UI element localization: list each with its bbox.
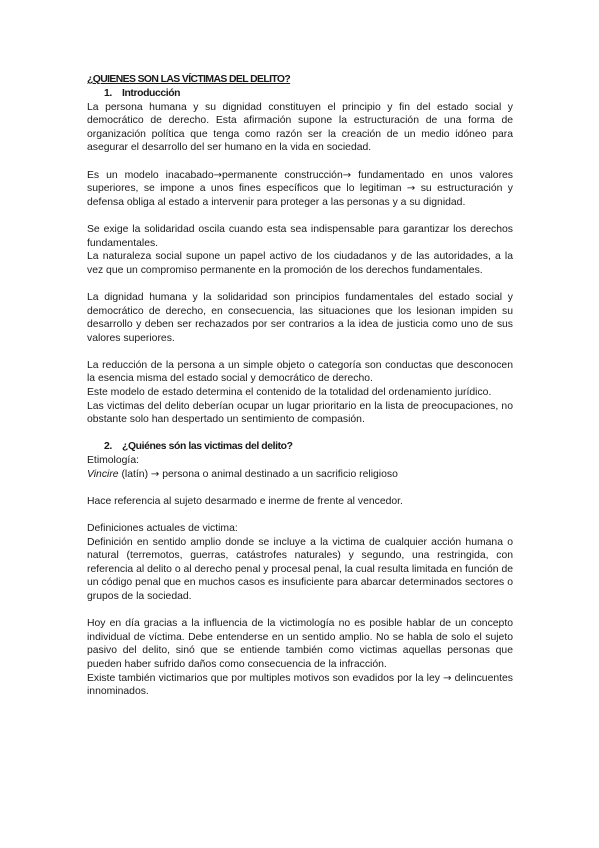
document-body xyxy=(87,73,513,699)
paragraph-state-model: Este modelo de estado determina el contenido de la totalidad del ordenamiento jurídico. xyxy=(87,387,492,399)
etymology-word: Vincire xyxy=(87,468,119,480)
definitions-label: Definiciones actuales de victima: xyxy=(87,523,238,534)
section-1-number: 1. xyxy=(104,88,112,99)
right-arrow-icon: → xyxy=(150,468,160,480)
paragraph-dignity: La persona humana y su dignidad constituyen el principio y fin del estado social y democrático de derecho. Esta afirmación supone la estructuración de una forma de organización política que tenga como razón ser la creación de un medio idóneo para asegurar el desarrollo del ser humano en la vida en sociedad. xyxy=(87,101,513,154)
right-arrow-icon: → xyxy=(342,169,352,181)
section-2-title: ¿Quiénes són las victimas del delito? xyxy=(122,441,293,453)
etymology-origin: (latín) xyxy=(118,468,151,480)
paragraph-model xyxy=(87,169,513,210)
paragraph-reference: Hace referencia al sujeto desarmado e inerme de frente al vencedor. xyxy=(87,495,403,507)
right-arrow-icon: → xyxy=(406,183,416,195)
paragraph-definitions: Definición en sentido amplio donde se incluye a la victima de cualquier acción humana o natural (terremotos, guerras, catástrofes naturales) y segundo, una restringida, con referencia al delito o al derecho penal y procesal penal, la cual resulta limitada en función de un código penal que en muchos casos es insuficiente para abarcar determinados sectores o grupos de la sociedad. xyxy=(87,536,513,602)
model-text-2: permanente construcción xyxy=(222,169,343,181)
document-title: ¿QUIENES SON LAS VÍCTIMAS DEL DELITO? xyxy=(87,74,291,85)
victimarios-end: delincuentes innominados. xyxy=(87,672,513,698)
paragraph-principles: La dignidad humana y la solidaridad son principios fundamentales del estado social y democrático de derecho, en consecuencia, las situaciones que los lesionan impiden su desarrollo y deben ser rechazados por ser contrarios a la idea de justicia como uno de sus valores superiores. xyxy=(87,291,513,344)
model-text-1: Es un modelo inacabado xyxy=(87,169,214,181)
etymology-line xyxy=(87,468,513,482)
section-1-title: Introducción xyxy=(122,88,181,99)
paragraph-victimarios xyxy=(87,672,513,699)
section-1-heading xyxy=(87,87,513,101)
section-2-heading xyxy=(87,440,513,454)
paragraph-social-nature: La naturaleza social supone un papel activo de los ciudadanos y de las autoridades, a la vez que un compromiso permanente en la promoción de los derechos fundamentales. xyxy=(87,251,513,276)
paragraph-victims-priority: Las victimas del delito deberían ocupar un lugar prioritario en la lista de preocupaciones, no obstante solo han despertado un sentimiento de compasión. xyxy=(87,400,513,426)
victimarios-text: Existe también victimarios que por multiples motivos son evadidos por la ley xyxy=(87,672,444,684)
model-text-4: su estructuración y defensa obliga al estado a intervenir para proteger a las personas y a su dignidad. xyxy=(87,183,513,208)
paragraph-reduction: La reducción de la persona a un simple objeto o categoría son conductas que desconocen la esencia misma del estado social y democrático de derecho. xyxy=(87,359,513,385)
etymology-meaning: persona o animal destinado a un sacrificio religioso xyxy=(159,468,398,480)
etymology-label: Etimología: xyxy=(87,455,139,467)
section-2-number: 2. xyxy=(104,441,112,453)
right-arrow-icon: → xyxy=(213,169,222,181)
paragraph-solidarity: Se exige la solidaridad oscila cuando esta sea indispensable para garantizar los derechos fundamentales. xyxy=(87,223,513,249)
paragraph-victimology: Hoy en día gracias a la influencia de la victimología no es posible hablar de un concepto individual de víctima. Debe entenderse en un sentido amplio. No se habla de solo el sujeto pasivo del delito, sinó que se entiende también como victimas aquellas personas que pueden haber sufrido daños como consecuencia de la infracción. xyxy=(87,618,513,670)
model-text-3: fundamentado en unos valores superiores, se impone a unos fines específicos que lo legitiman xyxy=(87,169,514,195)
right-arrow-icon: → xyxy=(443,672,452,684)
